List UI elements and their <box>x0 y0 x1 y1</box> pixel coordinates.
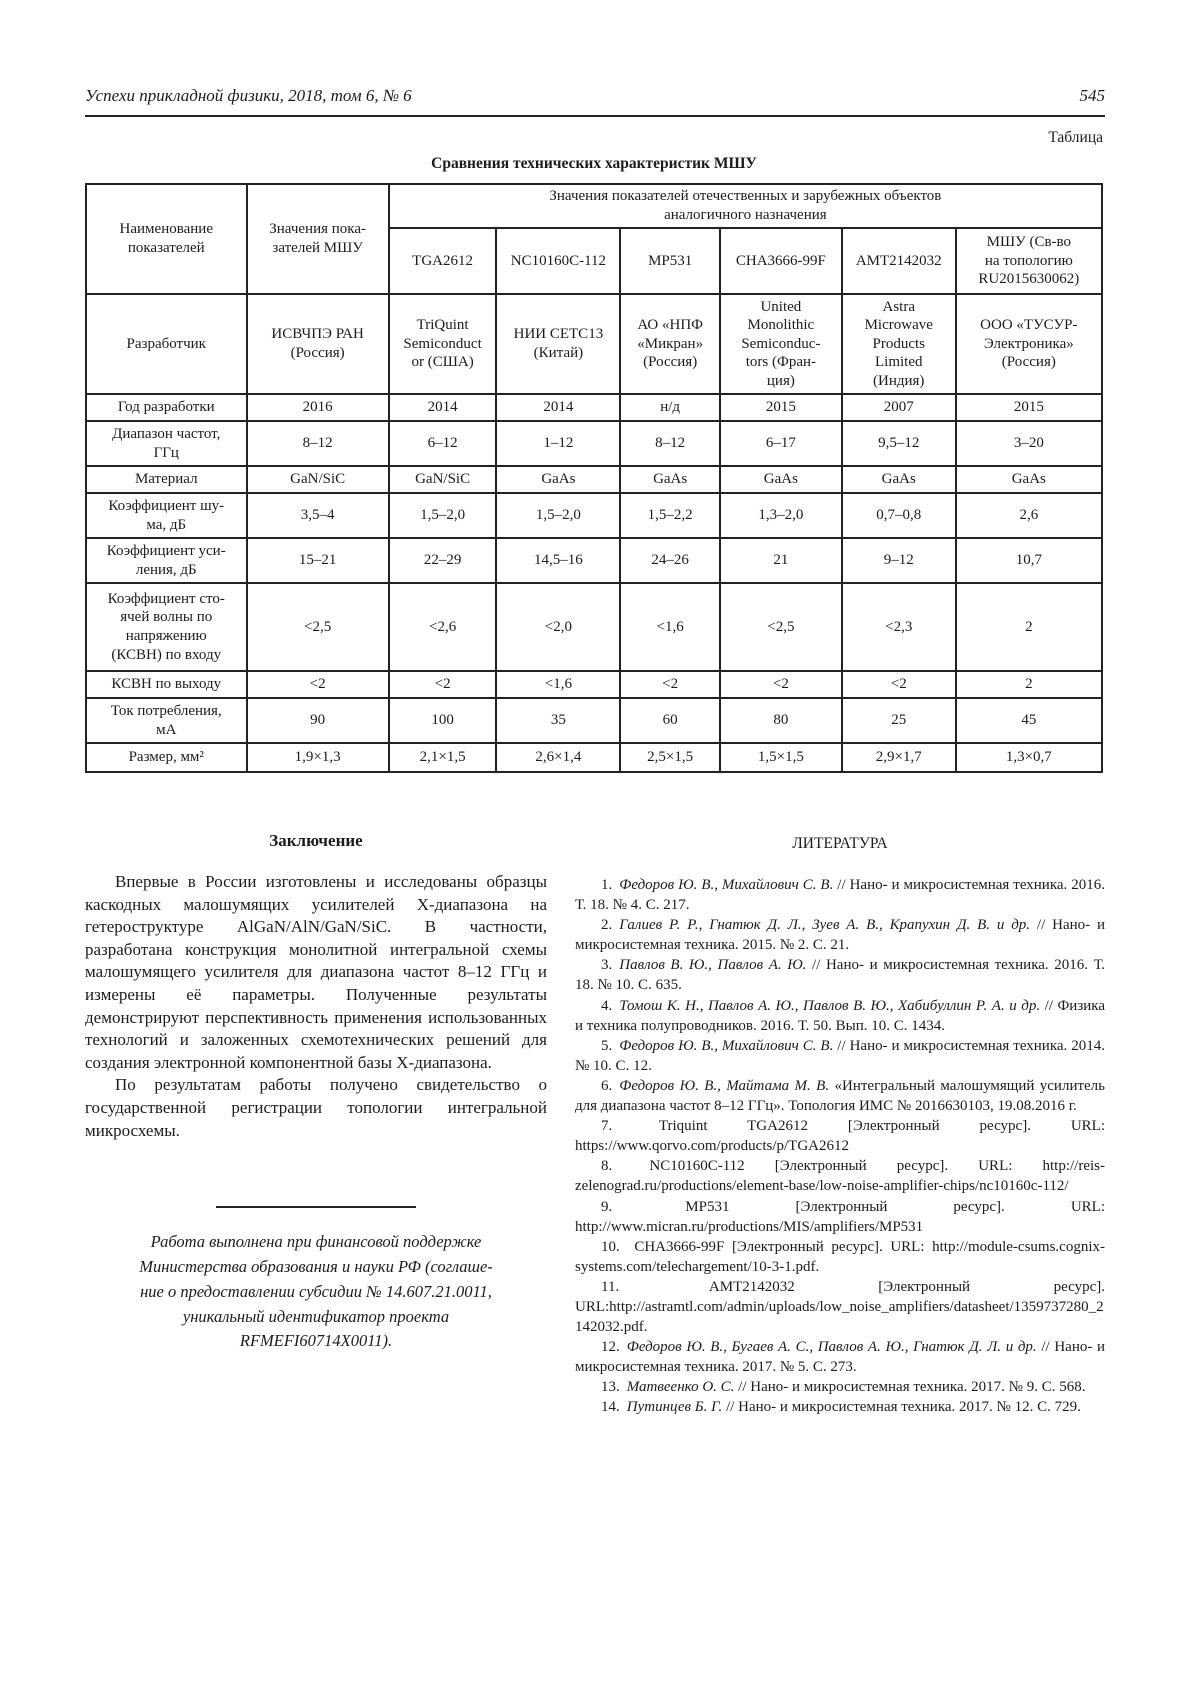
reference-text: // Нано- и микросистемная техника. 2017. № 5. С. 273. <box>575 1339 1106 1376</box>
reference-number: 9. <box>601 1198 613 1215</box>
value-cell: United Monolithic Semiconduc- tors (Фран- ция) <box>720 294 842 394</box>
value-cell: Astra Microwave Products Limited (Индия) <box>842 294 956 394</box>
header-divider <box>85 115 1105 117</box>
row-label-cell: Коэффициент уси- ления, дБ <box>86 538 247 583</box>
value-cell: ИСВЧПЭ РАН (Россия) <box>247 294 389 394</box>
reference-text: Triquint TGA2612 [Электронный ресурс]. URL: https://www.qorvo.com/products/p/TGA2612 <box>575 1118 1105 1155</box>
row-label-cell: КСВН по выходу <box>86 671 247 698</box>
table-row <box>86 743 1102 772</box>
value-cell: 1,5–2,0 <box>496 493 620 538</box>
row-label-cell: Размер, мм² <box>86 743 247 772</box>
value-cell: 60 <box>620 698 720 743</box>
value-cell: 1,3–2,0 <box>720 493 842 538</box>
row-label-cell: Материал <box>86 466 247 493</box>
value-cell: GaAs <box>956 466 1102 493</box>
value-cell: 2,5×1,5 <box>620 743 720 772</box>
value-cell: н/д <box>620 394 720 421</box>
reference-item <box>575 1116 1105 1156</box>
reference-number: 2. <box>601 917 613 934</box>
value-cell: 2014 <box>389 394 497 421</box>
value-cell: 2 <box>956 671 1102 698</box>
reference-number: 7. <box>601 1118 613 1135</box>
comparison-table <box>85 183 1103 773</box>
reference-authors: Путинцев Б. Г. <box>626 1399 723 1416</box>
reference-authors: Галиев Р. Р., Гнатюк Д. Л., Зуев А. В., Крапухин Д. В. и др. <box>619 917 1031 934</box>
table-header-row-1 <box>86 184 1102 228</box>
value-cell: <2 <box>720 671 842 698</box>
row-label-cell: Разработчик <box>86 294 247 394</box>
value-cell: 21 <box>720 538 842 583</box>
reference-authors: Федоров Ю. В., Бугаев А. С., Павлов А. Ю., Гнатюк Д. Л. и др. <box>626 1339 1037 1356</box>
conclusion-heading: Заключение <box>269 831 363 850</box>
reference-authors: Федоров Ю. В., Майтама М. В. <box>619 1077 830 1094</box>
value-cell: GaN/SiC <box>247 466 389 493</box>
reference-item <box>575 915 1105 955</box>
table-row <box>86 466 1102 493</box>
reference-number: 6. <box>601 1077 613 1094</box>
value-cell: 6–17 <box>720 421 842 466</box>
page-number: 545 <box>1079 86 1105 105</box>
reference-number: 8. <box>601 1158 613 1175</box>
table-row <box>86 394 1102 421</box>
reference-authors: Павлов В. Ю., Павлов А. Ю. <box>619 957 807 974</box>
reference-item <box>575 1377 1105 1397</box>
value-cell: 9,5–12 <box>842 421 956 466</box>
reference-text: // Нано- и микросистемная техника. 2015. № 2. С. 21. <box>575 917 1105 954</box>
reference-text: // Нано- и микросистемная техника. 2017. № 9. С. 568. <box>738 1379 1086 1396</box>
value-cell: 0,7–0,8 <box>842 493 956 538</box>
table-label: Таблица <box>1048 129 1103 146</box>
reference-item <box>575 1156 1105 1196</box>
value-cell: 8–12 <box>247 421 389 466</box>
literature-heading: ЛИТЕРАТУРА <box>792 835 888 852</box>
header-indicators-cell: Наименование показателей <box>86 184 247 294</box>
value-cell: 90 <box>247 698 389 743</box>
value-cell: 80 <box>720 698 842 743</box>
table-row <box>86 493 1102 538</box>
value-cell: 1,3×0,7 <box>956 743 1102 772</box>
reference-item <box>575 1397 1105 1417</box>
value-cell: GaAs <box>496 466 620 493</box>
value-cell: 1,5×1,5 <box>720 743 842 772</box>
analog-name-cell: МШУ (Св-во на топологию RU2015630062) <box>956 228 1102 294</box>
reference-item <box>575 1197 1105 1237</box>
reference-item <box>575 1277 1105 1337</box>
reference-text: AMT2142032 [Электронный ресурс]. URL:http://astramtl.com/admin/uploads/low_noise_amplifiers/datasheet/1359737280_2142032.pdf. <box>575 1278 1105 1336</box>
analog-name-cell: NC10160C-112 <box>496 228 620 294</box>
two-column-text-area <box>85 829 1105 1418</box>
value-cell: 2015 <box>956 394 1102 421</box>
value-cell: 2,1×1,5 <box>389 743 497 772</box>
reference-number: 5. <box>601 1037 613 1054</box>
conclusion-column <box>85 829 547 1418</box>
reference-number: 4. <box>601 997 613 1014</box>
reference-text: NC10160C-112 [Электронный ресурс]. URL: http://reis-zelenograd.ru/productions/element-base/low-noise-amplifier-chips/nc10160c-112/ <box>575 1158 1106 1195</box>
reference-authors: Федоров Ю. В., Михайлович С. В. <box>619 877 834 893</box>
analog-name-cell: MP531 <box>620 228 720 294</box>
value-cell: <2 <box>842 671 956 698</box>
value-cell: <2,5 <box>720 583 842 671</box>
header-group-cell: Значения показателей отечественных и зарубежных объектов аналогичного назначения <box>389 184 1102 228</box>
value-cell: ООО «ТУСУР- Электроника» (Россия) <box>956 294 1102 394</box>
value-cell: 8–12 <box>620 421 720 466</box>
reference-authors: Матвеенко О. С. <box>626 1379 735 1396</box>
value-cell: 2014 <box>496 394 620 421</box>
value-cell: 3,5–4 <box>247 493 389 538</box>
row-label-cell: Коэффициент сто- ячей волны по напряжению (КСВН) по входу <box>86 583 247 671</box>
value-cell: 2016 <box>247 394 389 421</box>
table-row <box>86 698 1102 743</box>
funding-divider <box>216 1206 416 1208</box>
value-cell: 24–26 <box>620 538 720 583</box>
reference-authors: Федоров Ю. В., Михайлович С. В. <box>619 1037 834 1054</box>
value-cell: 2,9×1,7 <box>842 743 956 772</box>
value-cell: <1,6 <box>496 671 620 698</box>
literature-column <box>575 829 1105 1418</box>
conclusion-paragraph: По результатам работы получено свидетельство о государственной регистрации топологии интегральной микросхемы. <box>85 1075 547 1140</box>
reference-text: // Нано- и микросистемная техника. 2016. Т. 18. № 10. С. 635. <box>575 957 1106 994</box>
table-title: Сравнения технических характеристик МШУ <box>431 155 757 172</box>
value-cell: GaAs <box>720 466 842 493</box>
value-cell: 2,6×1,4 <box>496 743 620 772</box>
running-head <box>85 86 1105 106</box>
reference-item <box>575 875 1105 915</box>
analog-name-cell: AMT2142032 <box>842 228 956 294</box>
value-cell: 2015 <box>720 394 842 421</box>
value-cell: 6–12 <box>389 421 497 466</box>
value-cell: 35 <box>496 698 620 743</box>
table-row <box>86 421 1102 466</box>
value-cell: <2,3 <box>842 583 956 671</box>
value-cell: 45 <box>956 698 1102 743</box>
analog-name-cell: TGA2612 <box>389 228 497 294</box>
funding-note: Работа выполнена при финансовой поддержке Министерства образования и науки РФ (соглаше- ние о предоставлении субсидии № 14.607.21.0011, уникальный идентификатор проекта RFMEFI60714X0011). <box>139 1232 493 1351</box>
reference-number: 1. <box>601 877 613 893</box>
reference-text: CHA3666-99F [Электронный ресурс]. URL: http://module-csums.cognix-systems.com/telechargement/10-3-1.pdf. <box>575 1238 1106 1275</box>
conclusion-paragraph: Впервые в России изготовлены и исследованы образцы каскодных малошумящих усилителей X-диапазона на гетероструктуре AlGaN/AlN/GaN/SiC. В частности, разработана конструкция монолитной интегральной схемы малошумящего усилителя для диапазона частот 8–12 ГГц и измерены её параметры. Полученные результаты демонстрируют перспективность применения использованных технологий и заложенных схемотехнических решений для создания электронной компонентной базы X-диапазона. <box>85 872 547 1072</box>
journal-title: Успехи прикладной физики, 2018, том 6, № 6 <box>85 86 412 105</box>
reference-text: // Нано- и микросистемная техника. 2016. Т. 18. № 4. С. 217. <box>575 877 1106 914</box>
value-cell: 1–12 <box>496 421 620 466</box>
reference-item <box>575 1237 1105 1277</box>
reference-number: 10. <box>601 1238 620 1255</box>
reference-text: // Нано- и микросистемная техника. 2014. № 10. С. 12. <box>575 1037 1106 1074</box>
value-cell: <2,6 <box>389 583 497 671</box>
value-cell: 100 <box>389 698 497 743</box>
reference-text: «Интегральный малошумящий усилитель для диапазона частот 8–12 ГГц». Топология ИМС № 2016630103, 19.08.2016 г. <box>575 1077 1106 1115</box>
value-cell: <2 <box>389 671 497 698</box>
value-cell: TriQuint Semiconduct or (США) <box>389 294 497 394</box>
reference-number: 11. <box>601 1278 620 1295</box>
value-cell: 14,5–16 <box>496 538 620 583</box>
table-row <box>86 671 1102 698</box>
row-label-cell: Ток потребления, мА <box>86 698 247 743</box>
value-cell: 3–20 <box>956 421 1102 466</box>
reference-item <box>575 955 1105 995</box>
value-cell: 9–12 <box>842 538 956 583</box>
value-cell: <1,6 <box>620 583 720 671</box>
table-row <box>86 583 1102 671</box>
reference-item <box>575 996 1105 1036</box>
value-cell: <2 <box>620 671 720 698</box>
reference-text: // Физика и техника полупроводников. 2016. Т. 50. Вып. 10. С. 1434. <box>575 997 1106 1034</box>
value-cell: 25 <box>842 698 956 743</box>
row-label-cell: Диапазон частот, ГГц <box>86 421 247 466</box>
value-cell: GaAs <box>842 466 956 493</box>
reference-item <box>575 1337 1105 1377</box>
value-cell: НИИ СЕТС13 (Китай) <box>496 294 620 394</box>
value-cell: 22–29 <box>389 538 497 583</box>
value-cell: <2,0 <box>496 583 620 671</box>
value-cell: АО «НПФ «Микран» (Россия) <box>620 294 720 394</box>
value-cell: 2,6 <box>956 493 1102 538</box>
value-cell: 15–21 <box>247 538 389 583</box>
reference-text: MP531 [Электронный ресурс]. URL: http://www.micran.ru/productions/MIS/amplifiers/MP531 <box>575 1198 1105 1235</box>
reference-item <box>575 1036 1105 1076</box>
table-row <box>86 294 1102 394</box>
reference-number: 14. <box>601 1399 620 1416</box>
reference-number: 12. <box>601 1339 620 1356</box>
value-cell: 10,7 <box>956 538 1102 583</box>
reference-text: // Нано- и микросистемная техника. 2017. № 12. С. 729. <box>726 1399 1081 1416</box>
analog-name-cell: CHA3666-99F <box>720 228 842 294</box>
row-label-cell: Коэффициент шу- ма, дБ <box>86 493 247 538</box>
value-cell: GaAs <box>620 466 720 493</box>
reference-number: 3. <box>601 957 613 974</box>
row-label-cell: Год разработки <box>86 394 247 421</box>
reference-item <box>575 1076 1105 1116</box>
value-cell: <2,5 <box>247 583 389 671</box>
value-cell: 2 <box>956 583 1102 671</box>
value-cell: 1,9×1,3 <box>247 743 389 772</box>
value-cell: GaN/SiC <box>389 466 497 493</box>
header-mshu-values-cell: Значения пока- зателей МШУ <box>247 184 389 294</box>
reference-authors: Томош К. Н., Павлов А. Ю., Павлов В. Ю., Хабибуллин Р. А. и др. <box>619 997 1041 1014</box>
reference-number: 13. <box>601 1379 620 1396</box>
value-cell: 1,5–2,0 <box>389 493 497 538</box>
value-cell: 1,5–2,2 <box>620 493 720 538</box>
value-cell: 2007 <box>842 394 956 421</box>
table-row <box>86 538 1102 583</box>
value-cell: <2 <box>247 671 389 698</box>
